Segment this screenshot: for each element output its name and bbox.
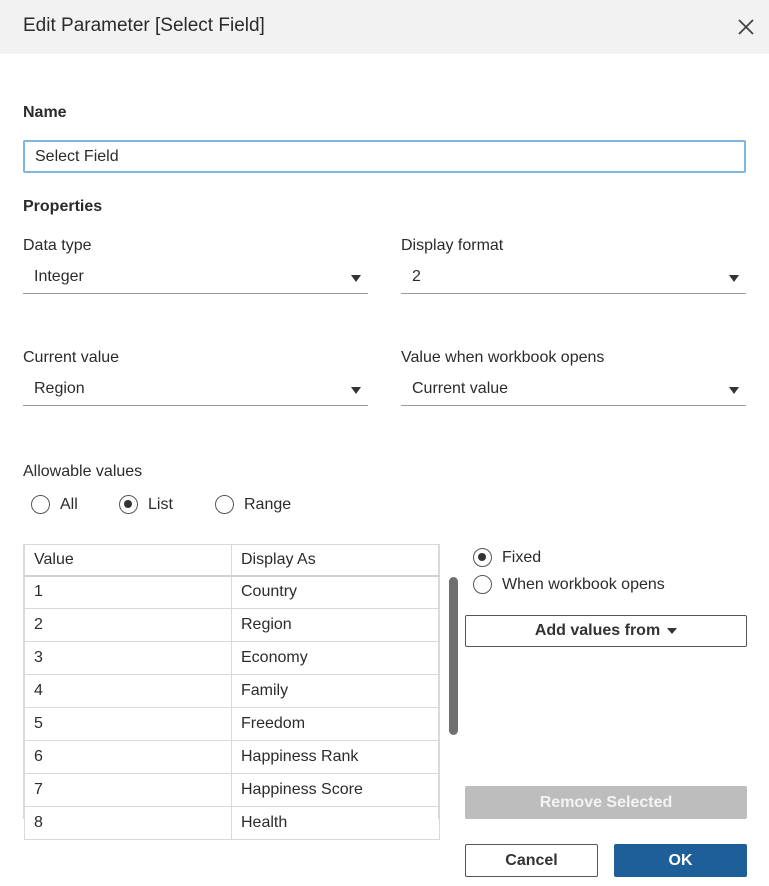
radio-off-icon	[473, 575, 492, 594]
row-display-as[interactable]: Family	[232, 675, 440, 708]
when-workbook-opens-radio[interactable]: When workbook opens	[473, 575, 665, 594]
row-display-as[interactable]: Country	[232, 576, 440, 609]
allowable-range-radio[interactable]: Range	[215, 495, 291, 514]
properties-section-label: Properties	[23, 198, 103, 215]
table-row[interactable]	[25, 741, 440, 774]
display-format-label: Display format	[401, 237, 504, 254]
row-value[interactable]: 2	[25, 609, 232, 642]
table-row[interactable]	[25, 675, 440, 708]
row-value[interactable]: 1	[25, 576, 232, 609]
allowable-values-label: Allowable values	[23, 463, 143, 480]
row-value[interactable]: 6	[25, 741, 232, 774]
chevron-down-icon	[351, 387, 361, 394]
ok-button[interactable]: OK	[614, 844, 747, 877]
value-when-opens-label: Value when workbook opens	[401, 349, 605, 366]
column-header-display-as[interactable]: Display As	[232, 545, 440, 576]
data-type-label: Data type	[23, 237, 92, 254]
column-header-value[interactable]: Value	[25, 545, 232, 576]
table-header-row	[25, 545, 440, 576]
row-display-as[interactable]: Happiness Score	[232, 774, 440, 807]
table-scrollbar[interactable]	[449, 577, 458, 735]
row-value[interactable]: 5	[25, 708, 232, 741]
name-section-label: Name	[23, 104, 67, 121]
dialog-title: Edit Parameter [Select Field]	[23, 15, 265, 36]
row-value[interactable]: 7	[25, 774, 232, 807]
display-format-value: 2	[412, 268, 421, 285]
allowable-list-radio[interactable]: List	[119, 495, 173, 514]
radio-off-icon	[215, 495, 234, 514]
list-values-table	[23, 544, 439, 831]
remove-selected-button[interactable]: Remove Selected	[465, 786, 747, 819]
table-row[interactable]	[25, 576, 440, 609]
table-row[interactable]	[25, 609, 440, 642]
current-value-label: Current value	[23, 349, 120, 366]
data-type-dropdown[interactable]	[23, 262, 368, 294]
fixed-radio[interactable]: Fixed	[473, 548, 541, 567]
row-display-as[interactable]: Region	[232, 609, 440, 642]
chevron-down-icon	[729, 275, 739, 282]
data-type-value: Integer	[34, 268, 84, 285]
dialog-titlebar	[0, 0, 769, 54]
row-display-as[interactable]: Happiness Rank	[232, 741, 440, 774]
radio-on-icon	[119, 495, 138, 514]
row-value[interactable]: 3	[25, 642, 232, 675]
add-values-from-button[interactable]	[465, 615, 747, 647]
chevron-down-icon	[351, 275, 361, 282]
close-icon[interactable]	[733, 14, 759, 40]
table-row[interactable]	[25, 774, 440, 807]
row-value[interactable]: 4	[25, 675, 232, 708]
current-value-value: Region	[34, 380, 85, 397]
current-value-dropdown[interactable]	[23, 374, 368, 406]
display-format-dropdown[interactable]	[401, 262, 746, 294]
table-row[interactable]	[25, 807, 440, 840]
row-display-as[interactable]: Health	[232, 807, 440, 840]
chevron-down-icon	[667, 628, 677, 634]
name-input[interactable]	[23, 140, 746, 173]
chevron-down-icon	[729, 387, 739, 394]
cancel-button[interactable]: Cancel	[465, 844, 598, 877]
table-row[interactable]	[25, 642, 440, 675]
row-display-as[interactable]: Freedom	[232, 708, 440, 741]
radio-on-icon	[473, 548, 492, 567]
value-when-opens-value: Current value	[412, 380, 509, 397]
row-display-as[interactable]: Economy	[232, 642, 440, 675]
add-values-from-label: Add values from	[534, 622, 661, 639]
allowable-all-radio[interactable]: All	[31, 495, 78, 514]
row-value[interactable]: 8	[25, 807, 232, 840]
table-row[interactable]	[25, 708, 440, 741]
value-when-opens-dropdown[interactable]	[401, 374, 746, 406]
radio-off-icon	[31, 495, 50, 514]
